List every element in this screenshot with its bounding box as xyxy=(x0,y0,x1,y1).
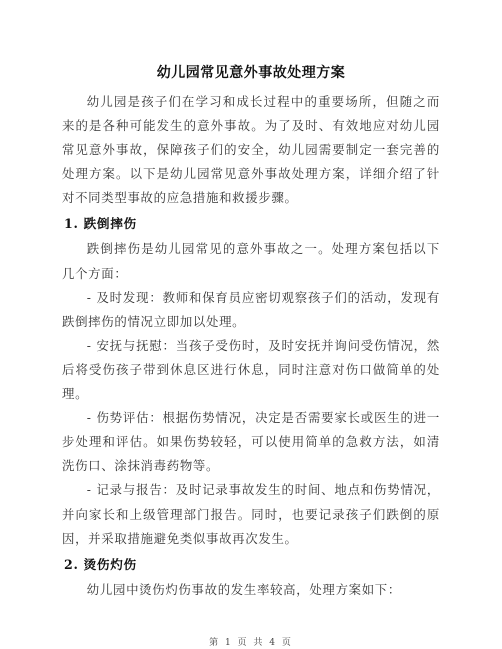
section-2-heading: 2. 烫伤灼伤 xyxy=(64,556,137,572)
section-1-item-assess: - 伤势评估：根据伤势情况，决定是否需要家长或医生的进一步处理和评估。如果伤势较轻，可以使用简单的急救方法，如清洗伤口、涂抹消毒药物等。 xyxy=(62,410,440,474)
document-body xyxy=(62,90,440,602)
intro-paragraph: 幼儿园是孩子们在学习和成长过程中的重要场所，但随之而来的是各种可能发生的意外事故。为了及时、有效地应对幼儿园常见意外事故，保障孩子们的安全，幼儿园需要制定一套完善的处理方案。以下是幼儿园常见意外事故处理方案，详细介绍了针对不同类型事故的应急措施和救援步骤。 xyxy=(62,94,440,206)
section-1-item-detect: - 及时发现：教师和保育员应密切观察孩子们的活动，发现有跌倒摔伤的情况立即加以处理。 xyxy=(62,289,440,329)
section-1-item-comfort: - 安抚与抚慰：当孩子受伤时，及时安抚并询问受伤情况，然后将受伤孩子带到休息区进行休息，同时注意对伤口做简单的处理。 xyxy=(62,337,440,402)
section-1-item-record: - 记录与报告：及时记录事故发生的时间、地点和伤势情况，并向家长和上级管理部门报告。同时，也要记录孩子们跌倒的原因，并采取措施避免类似事故再次发生。 xyxy=(62,482,440,546)
section-1-heading: 1. 跌倒摔伤 xyxy=(64,216,137,232)
page-footer: 第 1 页 共 4 页 xyxy=(209,638,293,648)
section-2-lead: 幼儿园中烫伤灼伤事故的发生率较高，处理方案如下： xyxy=(86,581,401,597)
document-title: 幼儿园常见意外事故处理方案 xyxy=(156,65,346,81)
section-1-lead: 跌倒摔伤是幼儿园常见的意外事故之一。处理方案包括以下几个方面： xyxy=(62,241,440,281)
